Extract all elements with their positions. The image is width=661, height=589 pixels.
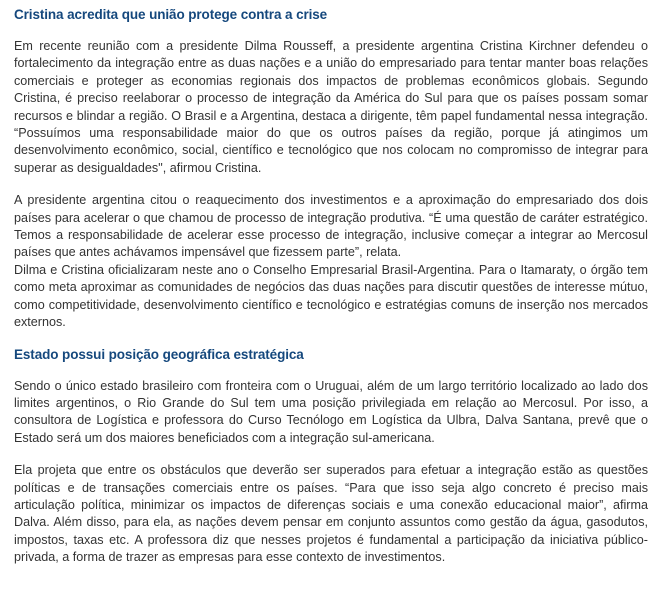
paragraph-conselho-empresarial: Dilma e Cristina oficializaram neste ano o Conselho Empresarial Brasil-Argentina. Para o Itamaraty, o órgão tem como meta aproximar as comunidades de negócios das duas nações para discutir questões de interesse mútuo, como competitividade, desenvolvimento científico e tecnológico e estratégias comuns de inserção nos mercados externos. — [14, 262, 648, 330]
paragraph-estado-fronteira: Sendo o único estado brasileiro com fronteira com o Uruguai, além de um largo território localizado ao lado dos limites argentinos, o Rio Grande do Sul tem uma posição privilegiada em relação ao Mercosul. Por isso, a consultora de Logística e professora do Curso Tecnólogo em Logística da Ulbra, Dalva Santana, prevê que o Estado será um dos maiores beneficiados com a integração sul-americana. — [14, 378, 648, 445]
article-title: Cristina acredita que união protege contra a crise — [14, 7, 328, 22]
paragraph-intro: Em recente reunião com a presidente Dilma Rousseff, a presidente argentina Cristina Kirchner defendeu o fortalecimento da integração entre as duas nações e a união do empresariado para tentar manter boas relações comerciais e proteger as economias regionais dos impactos de problemas econômicos globais. Segundo Cristina, é preciso reelaborar o processo de integração da América do Sul para que os países possam somar recursos e blindar a região. O Brasil e a Argentina, destaca a dirigente, têm papel fundamental nessa integração. “Possuímos uma responsabilidade maior do que os outros países da região, porque já atingimos um desenvolvimento econômico, social, científico e tecnológico que nos colocam no compromisso de integrar para superar as desigualdades", afirmou Cristina. — [14, 39, 648, 175]
paragraph-obstaculos: Ela projeta que entre os obstáculos que deverão ser superados para efetuar a integração estão as questões políticas e de transações comerciais entre os países. “Para que isso seja algo concreto é preciso mais articulação política, minimizar os impactos de diferenças sociais e uma conexão educacional maior”, afirma Dalva. Além disso, para ela, as nações devem pensar em conjunto assuntos como gestão da água, gasodutos, impostos, taxas etc. A professora diz que nesses projetos é fundamental a participação da iniciativa público-privada, a forma de trazer as empresas para esse contexto de investimentos. — [14, 463, 648, 565]
paragraph-investimentos: A presidente argentina citou o reaquecimento dos investimentos e a aproximação do empresariado dos dois países para acelerar o que chamou de processo de integração produtiva. “É uma questão de caráter estratégico. Temos a responsabilidade de acelerar esse processo de integração, inclusive começar a integrar ao Mercosul países que antes achávamos impensável que fizessem parte”, relata. — [14, 193, 648, 260]
section-title-estado: Estado possui posição geográfica estratégica — [14, 346, 304, 362]
paragraph-group-investimentos — [14, 177, 648, 331]
